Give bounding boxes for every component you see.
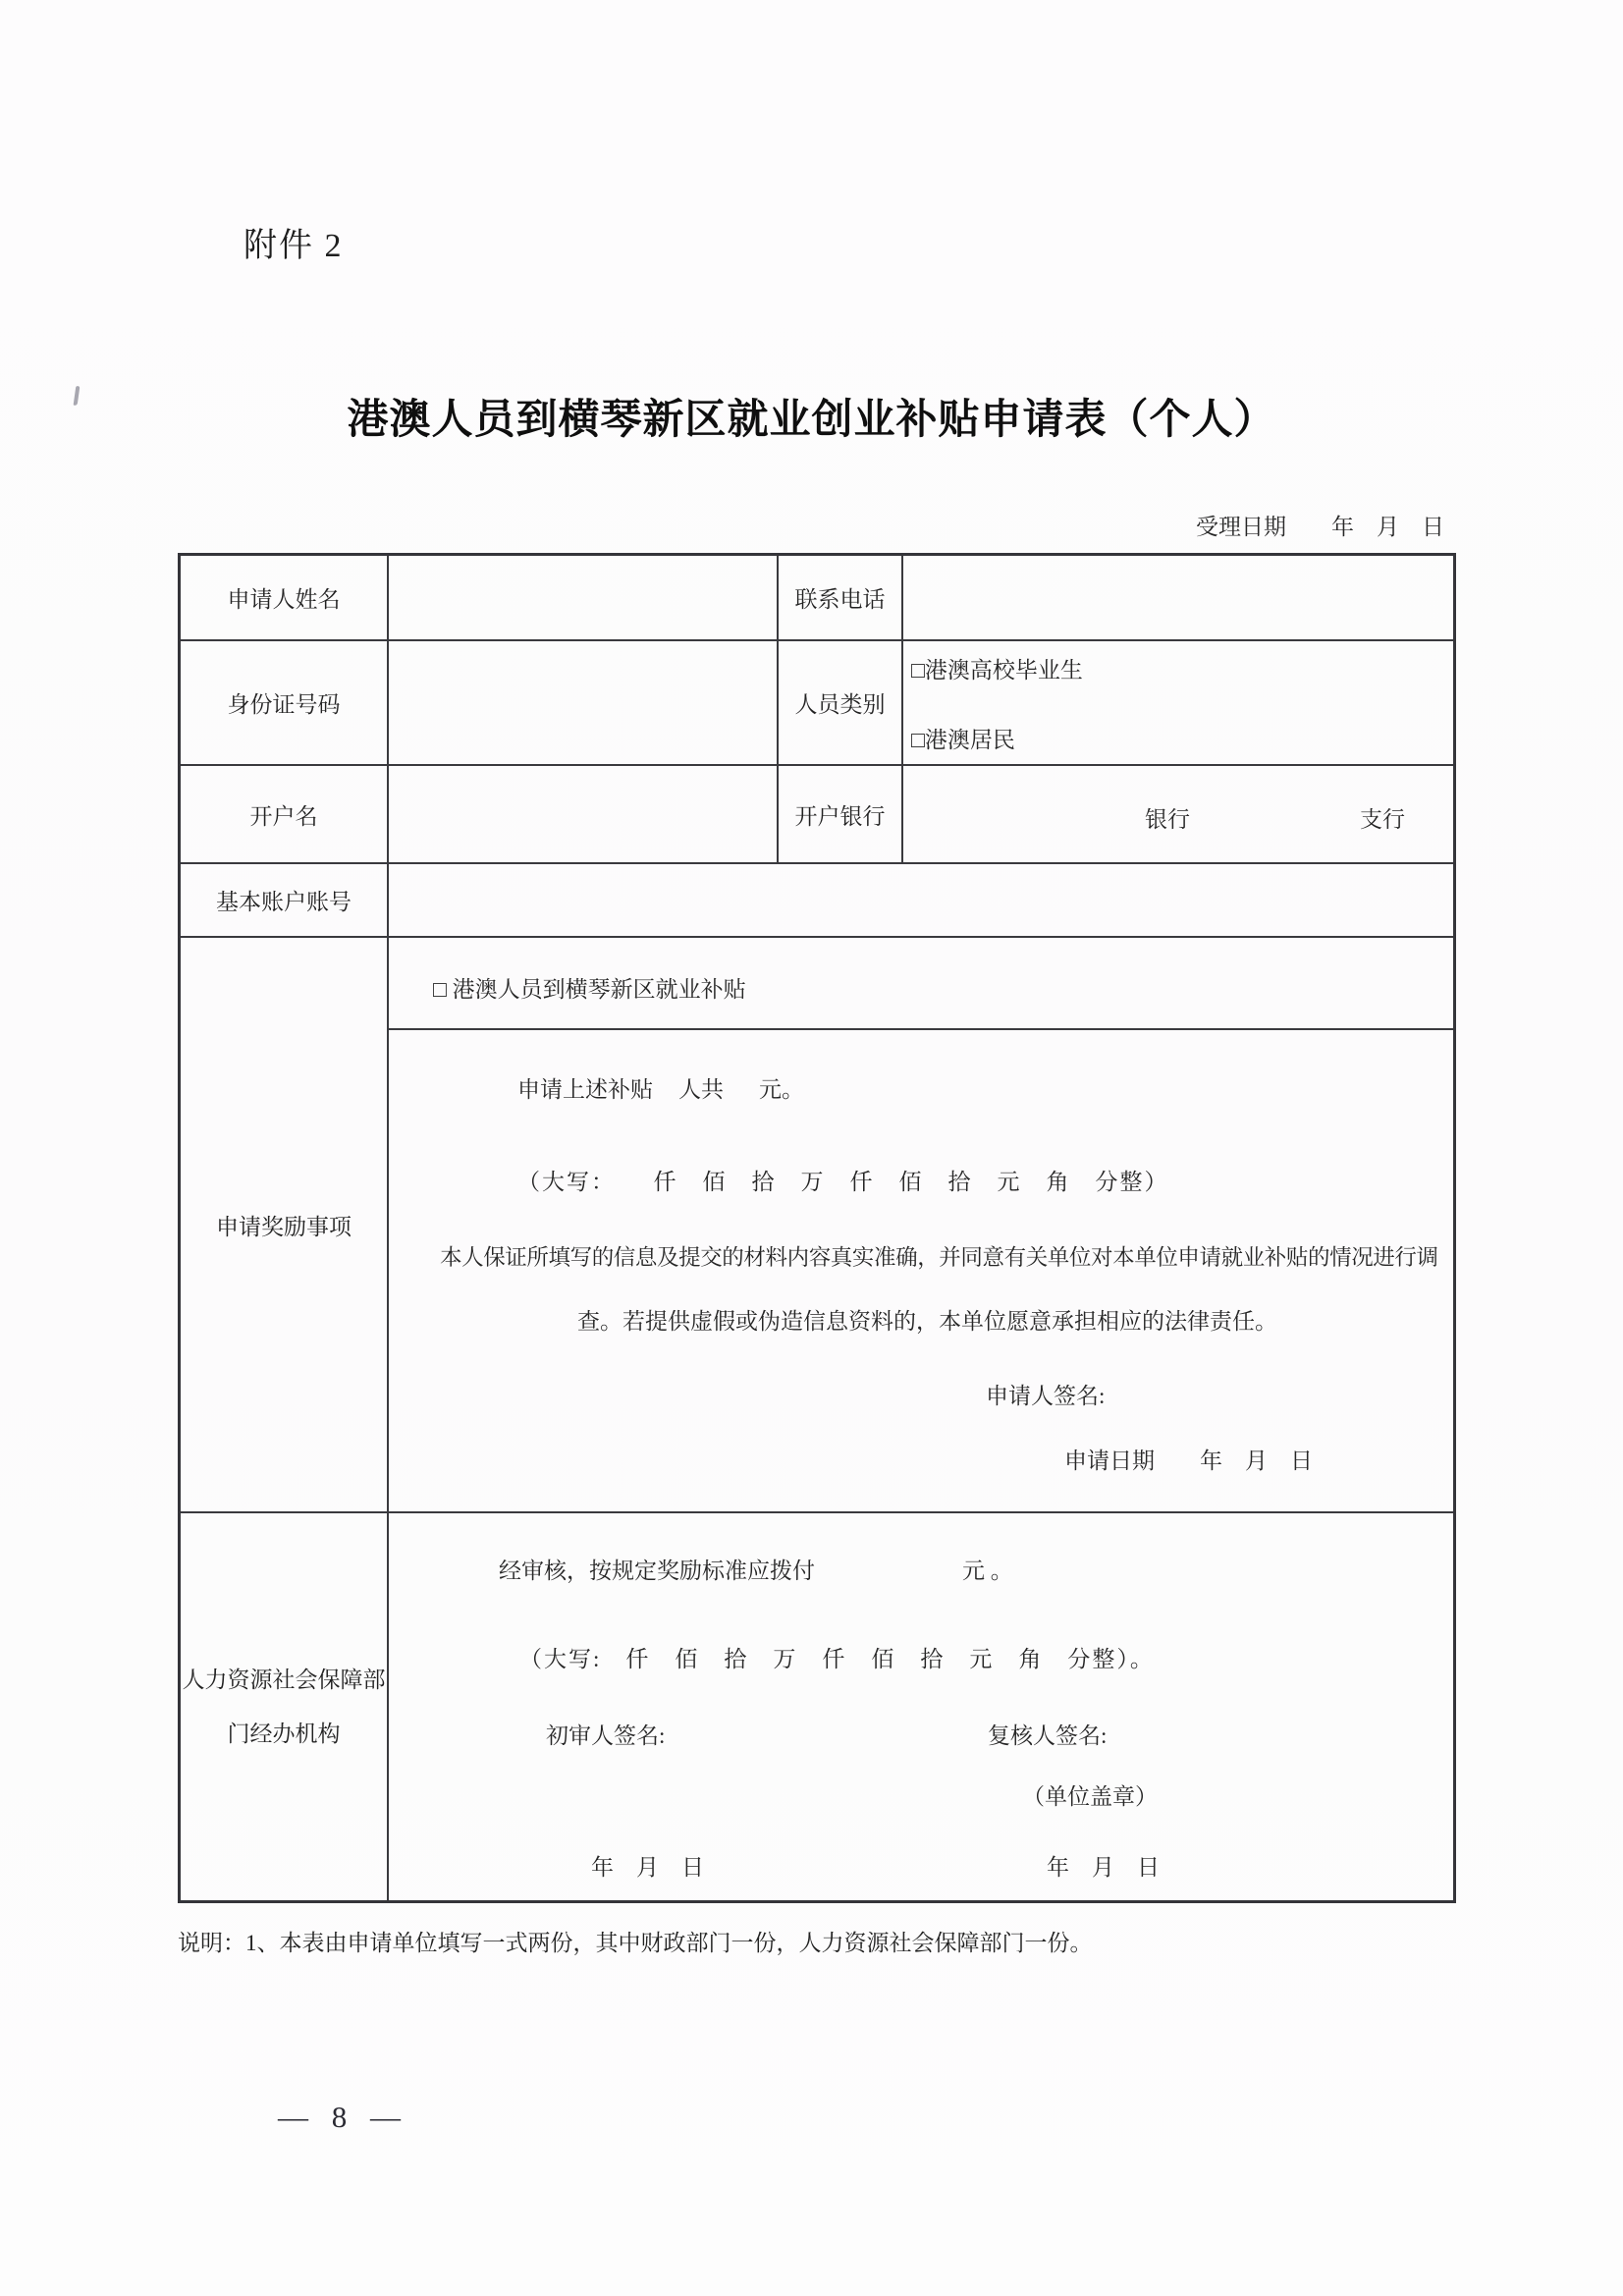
- person-type-label: 人员类别: [779, 641, 903, 766]
- hr-section-label-line1: 人力资源社会保障部: [182, 1667, 386, 1692]
- basic-account-label: 基本账户账号: [181, 864, 389, 938]
- id-number-label: 身份证号码: [181, 641, 389, 766]
- resident-checkbox[interactable]: □: [911, 727, 925, 752]
- approved-amount-line: [499, 1553, 1013, 1585]
- hr-review-block: [389, 1513, 1453, 1900]
- page-number: — 8 —: [278, 2100, 408, 2134]
- application-form-table: [178, 553, 1456, 1903]
- applicant-signature-label: 申请人签名:: [986, 1384, 1106, 1408]
- resident-option-label: 港澳居民: [924, 727, 1015, 752]
- form-note: 说明：1、本表由申请单位填写一式两份，其中财政部门一份，人力资源社会保障部门一份。: [178, 1931, 1093, 1955]
- subsidy-checkbox-row: [389, 938, 1453, 1030]
- account-name-label: 开户名: [181, 766, 389, 864]
- graduate-checkbox[interactable]: □: [911, 657, 925, 683]
- employment-subsidy-checkbox[interactable]: □: [433, 977, 447, 1002]
- accept-date-line: 受理日期 年 月 日: [1196, 515, 1444, 539]
- pledge-line-2: 查。若提供虚假或伪造信息资料的，本单位愿意承担相应的法律责任。: [577, 1309, 1277, 1334]
- employment-subsidy-label: 港澳人员到横琴新区就业补贴: [452, 977, 746, 1002]
- amount-line-yuan: 元。: [759, 1077, 804, 1102]
- option-graduate: [911, 652, 1453, 684]
- unit-seal-label: （单位盖章）: [1022, 1784, 1158, 1809]
- phone-label: 联系电话: [779, 556, 903, 641]
- applicant-name-field[interactable]: [389, 556, 779, 641]
- amount-line-prefix: 申请上述补贴: [517, 1077, 653, 1102]
- person-type-options: [903, 641, 1453, 766]
- reward-detail-block: [389, 1030, 1453, 1513]
- account-name-field[interactable]: [389, 766, 779, 864]
- basic-account-field[interactable]: [389, 864, 1453, 938]
- subsidy-checkbox-line: [433, 971, 746, 1004]
- approved-capitals-line: （大写: 仟 佰 拾 万 仟 佰 拾 元 角 分整）。: [519, 1647, 1155, 1671]
- hr-section-label: [181, 1513, 389, 1900]
- bank-word: 银行: [1145, 807, 1190, 832]
- approved-amount-prefix: 经审核，按规定奖励标准应拨付: [499, 1558, 815, 1583]
- hr-section-label-line2: 门经办机构: [227, 1722, 341, 1746]
- pledge-line-1: 本人保证所填写的信息及提交的材料内容真实准确，并同意有关单位对本单位申请就业补贴的情况进行调: [440, 1245, 1438, 1270]
- amount-capitals-line: （大写： 仟 佰 拾 万 仟 佰 拾 元 角 分整）: [517, 1170, 1169, 1194]
- amount-line-people: 人共: [678, 1077, 724, 1102]
- approved-amount-suffix: 元 。: [962, 1558, 1013, 1583]
- form-title: 港澳人员到横琴新区就业创业补贴申请表（个人）: [347, 398, 1276, 443]
- second-reviewer-signature-label: 复核人签名:: [988, 1723, 1108, 1748]
- subsidy-amount-line: [517, 1071, 804, 1104]
- graduate-option-label: 港澳高校毕业生: [924, 657, 1083, 683]
- application-date-line: 申请日期 年 月 日: [1064, 1449, 1313, 1473]
- id-number-field[interactable]: [389, 641, 779, 766]
- bank-field[interactable]: [903, 766, 1453, 864]
- phone-field[interactable]: [903, 556, 1453, 641]
- first-review-date: 年 月 日: [591, 1855, 704, 1880]
- option-resident: [911, 722, 1453, 754]
- bank-label: 开户银行: [779, 766, 903, 864]
- reward-section-label: 申请奖励事项: [181, 938, 389, 1513]
- applicant-name-label: 申请人姓名: [181, 556, 389, 641]
- second-review-date: 年 月 日: [1047, 1855, 1160, 1880]
- attachment-label: 附件 2: [243, 228, 344, 264]
- branch-word: 支行: [1360, 807, 1405, 832]
- first-reviewer-signature-label: 初审人签名:: [546, 1723, 666, 1748]
